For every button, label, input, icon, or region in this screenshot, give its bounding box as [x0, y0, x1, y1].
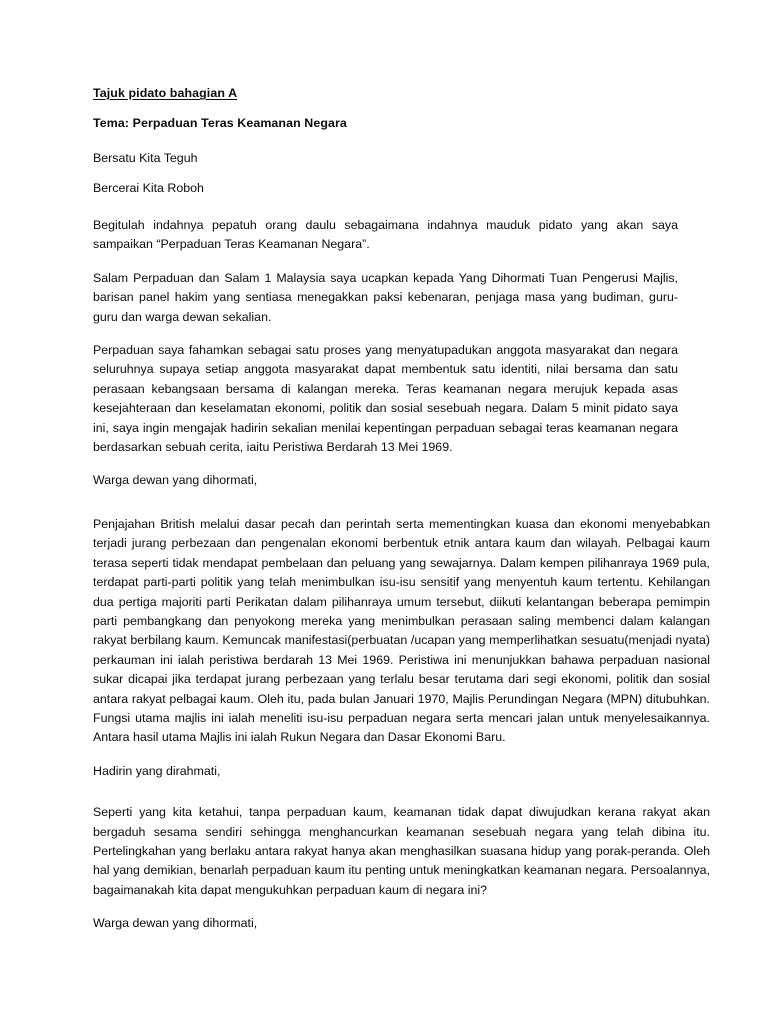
paragraph-definition: Perpaduan saya fahamkan sebagai satu proses yang menyatupadukan anggota masyarakat dan negara seluruhnya supaya setiap anggota masyarakat dapat membentuk satu identiti, nilai bersama dan satu perasaan kebangsaan bersama di kalangan mereka. Teras keamanan negara merujuk kepada asas kesejahteraan dan keselamatan ekonomi, politik dan sosial sesebuah negara. Dalam 5 minit pidato saya ini, saya ingin mengajak hadirin sekalian menilai kepentingan perpaduan sebagai teras keamanan negara berdasarkan sebuah cerita, iaitu Peristiwa Berdarah 13 Mei 1969.	[93, 343, 678, 455]
theme-value: Perpaduan Teras Keamanan Negara	[132, 116, 347, 130]
theme-heading	[93, 116, 710, 131]
salutation-3: Warga dewan yang dihormati,	[93, 916, 258, 931]
paragraph-history: Penjajahan British melalui dasar pecah dan perintah serta mementingkan kuasa dan ekonomi menyebabkan terjadi jurang perbezaan dan pengenalan ekonomi berbentuk etnik antara kaum dan wilayah. Pelbagai kaum terasa seperti tidak mendapat pembelaan dan peluang yang sewajarnya. Dalam kempen pilihanraya 1969 pula, terdapat parti-parti politik yang telah menimbulkan isu-isu sensitif yang menyentuh kaum tertentu. Kehilangan dua pertiga majoriti parti Perikatan dalam pilihanraya umum tersebut, diikuti kelantangan beberapa pemimpin parti pembangkang dan penyokong mereka yang menimbulkan perasaan saling membenci dalam kalangan rakyat berbilang kaum. Kemuncak manifestasi(perbuatan /ucapan yang memperlihatkan sesuatu(menjadi nyata) perkauman ini ialah peristiwa berdarah 13 Mei 1969. Peristiwa ini menunjukkan bahawa perpaduan nasional sukar dicapai jika terdapat jurang perbezaan yang terlalu besar terutama dari segi ekonomi, politik dan sosial antara rakyat pelbagai kaum. Oleh itu, pada bulan Januari 1970, Majlis Perundingan Negara (MPN) ditubuhkan. Fungsi utama majlis ini ialah meneliti isu-isu perpaduan negara serta mencari jalan untuk menyelesaikannya. Antara hasil utama Majlis ini ialah Rukun Negara dan Dasar Ekonomi Baru.	[93, 516, 710, 745]
paragraph-intro: Begitulah indahnya pepatuh orang daulu sebagaimana indahnya mauduk pidato yang akan saya sampaikan “Perpaduan Teras Keamanan Negara”.	[93, 218, 678, 252]
motto-line-1: Bersatu Kita Teguh	[93, 151, 198, 165]
document-body	[93, 86, 710, 934]
paragraph-greeting: Salam Perpaduan dan Salam 1 Malaysia saya ucapkan kepada Yang Dihormati Tuan Pengerusi Majlis, barisan panel hakim yang sentiasa menegakkan paksi kebenaran, penjaga masa yang budiman, guru-guru dan warga dewan sekalian.	[93, 270, 678, 324]
salutation-1: Warga dewan yang dihormati,	[93, 473, 258, 488]
theme-label: Tema:	[93, 116, 130, 130]
paragraph-unity: Seperti yang kita ketahui, tanpa perpaduan kaum, keamanan tidak dapat diwujudkan kerana rakyat akan bergaduh sesama sendiri sehingga menghancurkan keamanan sesebuah negara yang telah dibina itu. Pertelingkahan yang berlaku antara rakyat hanya akan menghasilkan suasana hidup yang porak-peranda. Oleh hal yang demikian, benarlah perpaduan kaum itu penting untuk meningkatkan keamanan negara. Persoalannya, bagaimanakah kita dapat mengukuhkan perpaduan kaum di negara ini?	[93, 805, 710, 897]
motto-line-2: Bercerai Kita Roboh	[93, 181, 204, 195]
page-title	[93, 86, 710, 101]
page-title-text: Tajuk pidato bahagian A	[93, 86, 238, 100]
salutation-2: Hadirin yang dirahmati,	[93, 763, 221, 778]
